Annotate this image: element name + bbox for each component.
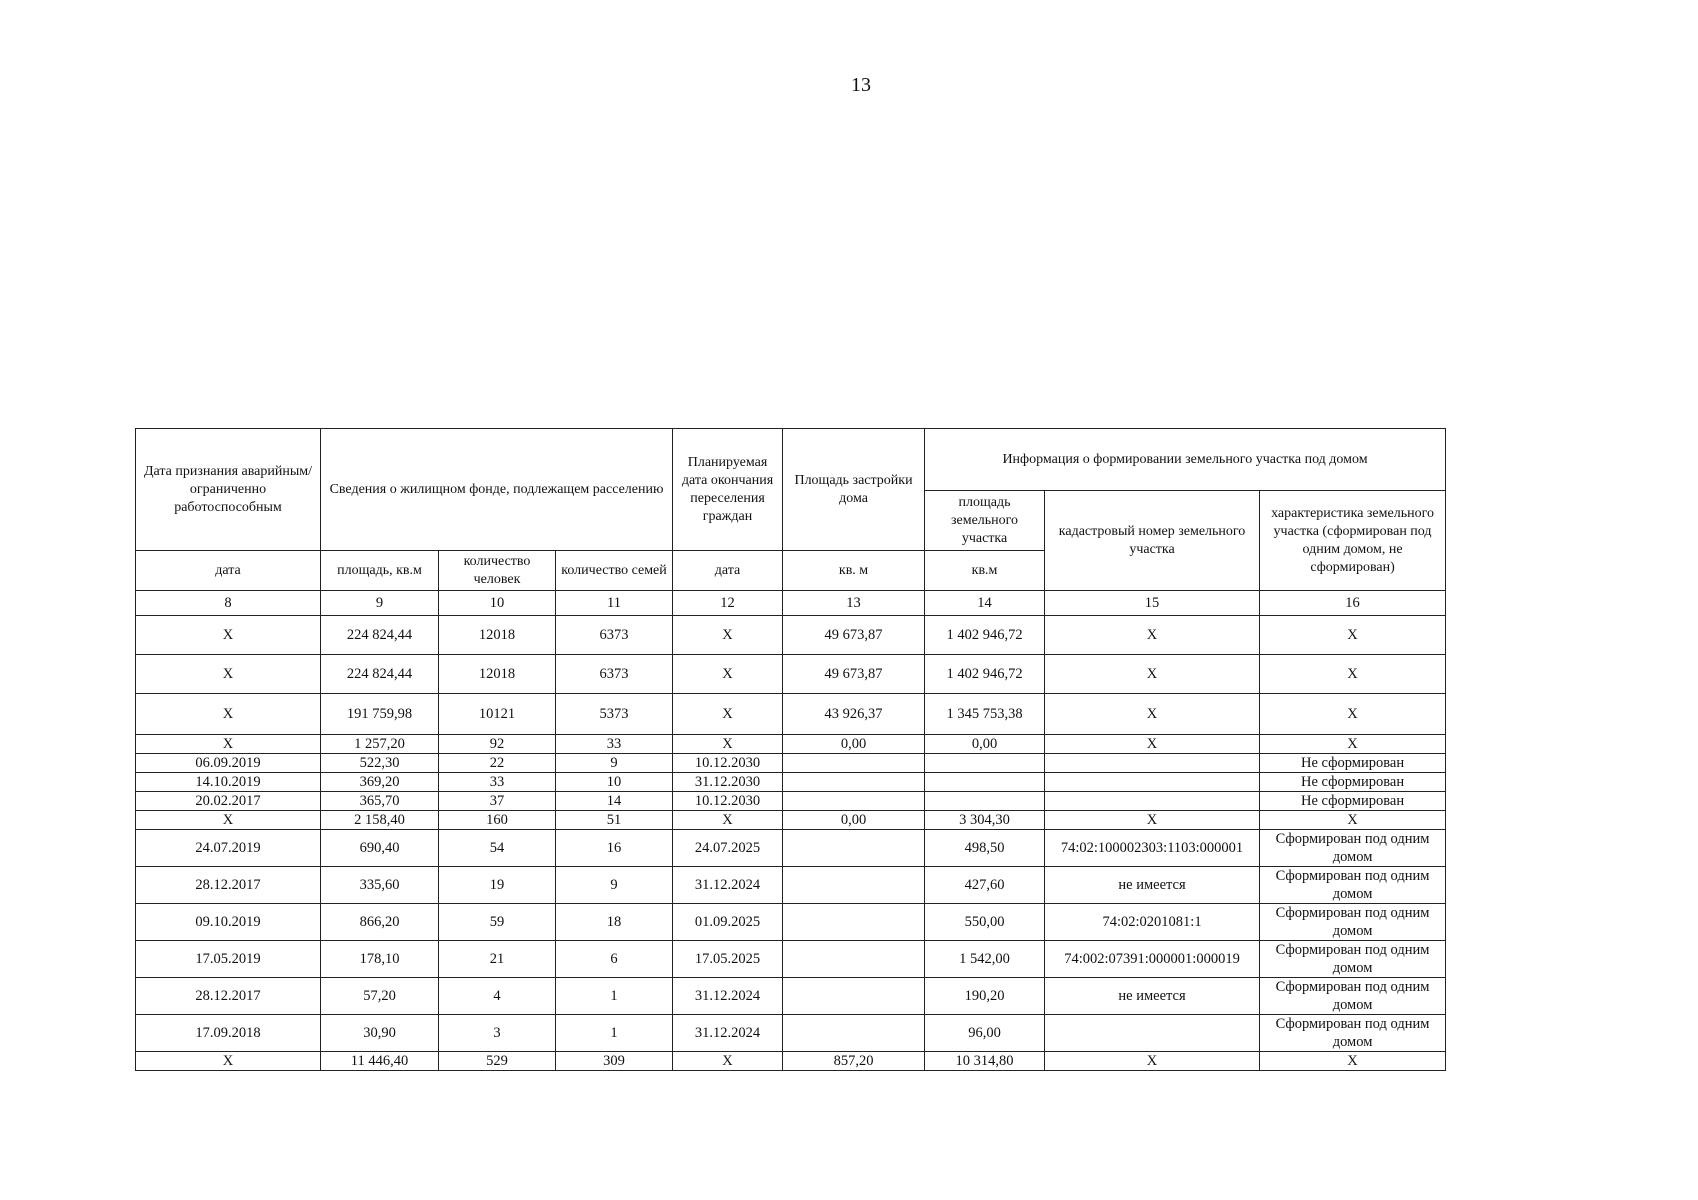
header-recognition-date: Дата признания аварийным/ограниченно работоспособным	[136, 429, 321, 551]
table-cell: X	[673, 655, 783, 694]
table-cell: 498,50	[925, 830, 1045, 867]
table-cell: 9	[556, 867, 673, 904]
table-cell: Сформирован под одним домом	[1260, 904, 1446, 941]
table-cell: 17.05.2019	[136, 941, 321, 978]
table-cell: Сформирован под одним домом	[1260, 941, 1446, 978]
table-cell: 1 257,20	[321, 735, 439, 754]
table-cell	[783, 754, 925, 773]
table-cell	[783, 1015, 925, 1052]
table-cell: 3 304,30	[925, 811, 1045, 830]
table-cell: 74:02:100002303:1103:000001	[1045, 830, 1260, 867]
table-row	[136, 978, 1446, 1015]
table-cell: 0,00	[925, 735, 1045, 754]
table-cell: 10.12.2030	[673, 754, 783, 773]
table-cell: 335,60	[321, 867, 439, 904]
table-cell: 06.09.2019	[136, 754, 321, 773]
table-cell	[783, 941, 925, 978]
table-cell: 59	[439, 904, 556, 941]
table-cell: 17.09.2018	[136, 1015, 321, 1052]
column-number: 11	[556, 591, 673, 616]
table-cell: 10	[556, 773, 673, 792]
subheader-area: площадь, кв.м	[321, 551, 439, 591]
table-cell: 14.10.2019	[136, 773, 321, 792]
table-row	[136, 904, 1446, 941]
table-row	[136, 616, 1446, 655]
table-cell: 28.12.2017	[136, 867, 321, 904]
column-number: 9	[321, 591, 439, 616]
table-cell: X	[1045, 655, 1260, 694]
resettlement-table	[135, 428, 1446, 1071]
table-cell: 10121	[439, 694, 556, 735]
table-cell: 51	[556, 811, 673, 830]
table-cell: 690,40	[321, 830, 439, 867]
table-cell: 6373	[556, 655, 673, 694]
table-cell: 33	[556, 735, 673, 754]
table-cell: 224 824,44	[321, 616, 439, 655]
table-cell: X	[136, 1052, 321, 1071]
table-cell: X	[673, 694, 783, 735]
subheader-sqm: кв. м	[783, 551, 925, 591]
table-cell: 11 446,40	[321, 1052, 439, 1071]
table-cell: 37	[439, 792, 556, 811]
table-cell: 18	[556, 904, 673, 941]
table-cell: X	[673, 1052, 783, 1071]
header-land-info: Информация о формировании земельного участка под домом	[925, 429, 1446, 491]
header-planned-date: Планируемая дата окончания переселения граждан	[673, 429, 783, 551]
table-cell: 427,60	[925, 867, 1045, 904]
table-cell: X	[1260, 1052, 1446, 1071]
header-cadastral-number: кадастровый номер земельного участка	[1045, 491, 1260, 591]
table-cell: 19	[439, 867, 556, 904]
page-number: 13	[851, 74, 871, 96]
table-cell: Не сформирован	[1260, 773, 1446, 792]
table-cell: 31.12.2024	[673, 867, 783, 904]
table-cell	[783, 867, 925, 904]
table-cell: 1 542,00	[925, 941, 1045, 978]
subheader-people: количество человек	[439, 551, 556, 591]
table-cell: 54	[439, 830, 556, 867]
table-cell: 0,00	[783, 735, 925, 754]
table-cell	[1045, 773, 1260, 792]
table-cell: X	[1260, 735, 1446, 754]
table-cell: 31.12.2024	[673, 978, 783, 1015]
table-cell: 33	[439, 773, 556, 792]
column-number-row	[136, 591, 1446, 616]
table-cell: X	[136, 616, 321, 655]
table-cell	[925, 792, 1045, 811]
table-row	[136, 1015, 1446, 1052]
table-cell: 17.05.2025	[673, 941, 783, 978]
table-cell: X	[1045, 811, 1260, 830]
table-cell: не имеется	[1045, 867, 1260, 904]
table-row	[136, 655, 1446, 694]
table-cell	[783, 830, 925, 867]
table-row	[136, 792, 1446, 811]
table-row	[136, 773, 1446, 792]
table-row	[136, 811, 1446, 830]
table-cell: 6373	[556, 616, 673, 655]
table-cell: 74:02:0201081:1	[1045, 904, 1260, 941]
column-number: 16	[1260, 591, 1446, 616]
table-cell: 369,20	[321, 773, 439, 792]
table-cell: X	[1260, 811, 1446, 830]
table-cell: Сформирован под одним домом	[1260, 830, 1446, 867]
table-cell: X	[673, 735, 783, 754]
column-number: 12	[673, 591, 783, 616]
table-cell	[1045, 1015, 1260, 1052]
table-cell: 866,20	[321, 904, 439, 941]
table-cell: 190,20	[925, 978, 1045, 1015]
table-cell: 5373	[556, 694, 673, 735]
table-cell: X	[136, 655, 321, 694]
table-cell: 1	[556, 978, 673, 1015]
table-cell: 49 673,87	[783, 616, 925, 655]
header-land-area: площадь земельного участка	[925, 491, 1045, 551]
table-row	[136, 941, 1446, 978]
table-cell: 09.10.2019	[136, 904, 321, 941]
table-cell: 1 402 946,72	[925, 655, 1045, 694]
table-cell: 178,10	[321, 941, 439, 978]
table-cell: 22	[439, 754, 556, 773]
table-row	[136, 735, 1446, 754]
table-cell: 12018	[439, 655, 556, 694]
header-housing-info: Сведения о жилищном фонде, подлежащем расселению	[321, 429, 673, 551]
table-cell	[1045, 754, 1260, 773]
table-cell: 191 759,98	[321, 694, 439, 735]
table-cell: 14	[556, 792, 673, 811]
table-cell: X	[136, 694, 321, 735]
table-row	[136, 694, 1446, 735]
header-building-area: Площадь застройки дома	[783, 429, 925, 551]
table-cell: 3	[439, 1015, 556, 1052]
subheader-families: количество семей	[556, 551, 673, 591]
table-cell: 31.12.2030	[673, 773, 783, 792]
table-cell	[783, 904, 925, 941]
table-cell: X	[1045, 694, 1260, 735]
table-cell: 16	[556, 830, 673, 867]
table-cell: X	[1260, 655, 1446, 694]
column-number: 13	[783, 591, 925, 616]
table-cell: X	[1045, 1052, 1260, 1071]
table-cell	[925, 773, 1045, 792]
table-cell: 9	[556, 754, 673, 773]
column-number: 10	[439, 591, 556, 616]
table-cell	[783, 773, 925, 792]
table-cell: X	[1260, 694, 1446, 735]
table-cell: 224 824,44	[321, 655, 439, 694]
table-cell: 4	[439, 978, 556, 1015]
header-land-characteristic: характеристика земельного участка (сформирован под одним домом, не сформирован)	[1260, 491, 1446, 591]
table-cell: не имеется	[1045, 978, 1260, 1015]
table-cell: 28.12.2017	[136, 978, 321, 1015]
table-cell: 550,00	[925, 904, 1045, 941]
table-cell: 522,30	[321, 754, 439, 773]
table-cell: Сформирован под одним домом	[1260, 978, 1446, 1015]
table-cell: 857,20	[783, 1052, 925, 1071]
table-cell: X	[673, 811, 783, 830]
table-cell: X	[673, 616, 783, 655]
table-cell: 21	[439, 941, 556, 978]
table-cell	[1045, 792, 1260, 811]
subheader-sqm-2: кв.м	[925, 551, 1045, 591]
table-cell: X	[1045, 735, 1260, 754]
table-cell: Не сформирован	[1260, 754, 1446, 773]
column-number: 14	[925, 591, 1045, 616]
table-cell: 74:002:07391:000001:000019	[1045, 941, 1260, 978]
column-number: 15	[1045, 591, 1260, 616]
table-cell: X	[136, 735, 321, 754]
table-cell: 30,90	[321, 1015, 439, 1052]
table-cell: 24.07.2019	[136, 830, 321, 867]
table-cell: 49 673,87	[783, 655, 925, 694]
table-cell: 1 345 753,38	[925, 694, 1045, 735]
table-cell: Не сформирован	[1260, 792, 1446, 811]
table-cell: 1 402 946,72	[925, 616, 1045, 655]
table-cell: 0,00	[783, 811, 925, 830]
table-cell: 92	[439, 735, 556, 754]
table-cell: X	[1045, 616, 1260, 655]
table-cell: 10.12.2030	[673, 792, 783, 811]
subheader-date: дата	[136, 551, 321, 591]
table-cell	[783, 978, 925, 1015]
column-number: 8	[136, 591, 321, 616]
table-cell: 43 926,37	[783, 694, 925, 735]
table-cell: 365,70	[321, 792, 439, 811]
table-cell: X	[1260, 616, 1446, 655]
table-cell: 01.09.2025	[673, 904, 783, 941]
table-cell: 160	[439, 811, 556, 830]
subheader-date-2: дата	[673, 551, 783, 591]
table-cell: 12018	[439, 616, 556, 655]
table-cell: 6	[556, 941, 673, 978]
table-cell: 10 314,80	[925, 1052, 1045, 1071]
table-cell: 529	[439, 1052, 556, 1071]
table-cell: 20.02.2017	[136, 792, 321, 811]
table-row	[136, 830, 1446, 867]
table-cell: Сформирован под одним домом	[1260, 867, 1446, 904]
table-cell: 57,20	[321, 978, 439, 1015]
table-cell	[925, 754, 1045, 773]
table-cell: Сформирован под одним домом	[1260, 1015, 1446, 1052]
table-row	[136, 867, 1446, 904]
table-row	[136, 1052, 1446, 1071]
table-cell: 1	[556, 1015, 673, 1052]
table-cell: 31.12.2024	[673, 1015, 783, 1052]
table-cell: 24.07.2025	[673, 830, 783, 867]
table-cell: 309	[556, 1052, 673, 1071]
table-cell	[783, 792, 925, 811]
table-cell: 96,00	[925, 1015, 1045, 1052]
table-cell: 2 158,40	[321, 811, 439, 830]
table-row	[136, 754, 1446, 773]
table-cell: X	[136, 811, 321, 830]
